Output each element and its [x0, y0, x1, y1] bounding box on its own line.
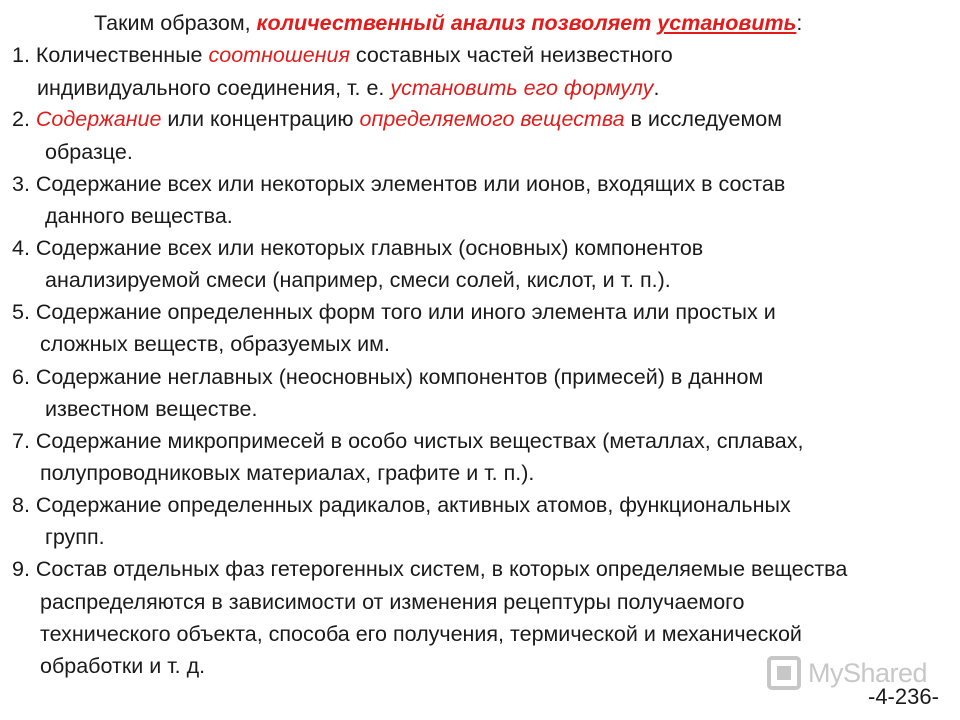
list-item-9-line-2 [40, 589, 744, 615]
highlight: установить его формулу [390, 76, 654, 100]
intro-underlined: установить [657, 11, 797, 35]
text: распределяются в зависимости от изменения рецептуры получаемого [40, 590, 745, 614]
text: 5. Содержание определенных форм того или иного элемента или простых и [12, 300, 776, 324]
list-item-7-line-2 [40, 460, 534, 486]
list-item-8-line-2 [45, 524, 105, 550]
list-item-8-line-1 [12, 492, 791, 518]
list-item-2-line-1 [12, 106, 782, 132]
text: групп. [45, 525, 105, 549]
list-item-4-line-1 [12, 235, 703, 261]
list-item-9-line-3 [40, 621, 802, 647]
highlight: определяемого вещества [359, 107, 625, 131]
list-item-3-line-2 [45, 203, 233, 229]
list-item-9-line-4 [40, 653, 205, 679]
intro-emphasis: количественный анализ позволяет [256, 11, 658, 35]
list-item-1-line-2 [37, 75, 659, 101]
list-item-2-line-2 [45, 139, 133, 165]
text: данного вещества. [45, 204, 233, 228]
list-item-7-line-1 [12, 428, 803, 454]
text: 2. [12, 107, 36, 131]
highlight: Содержание [35, 107, 162, 131]
intro-suffix: : [796, 11, 803, 35]
myshared-logo-icon [766, 655, 802, 691]
text: полупроводниковых материалах, графите и т. п.). [40, 461, 535, 485]
list-item-6-line-2 [45, 396, 257, 422]
text: индивидуального соединения, т. е. [37, 76, 391, 100]
text: обработки и т. д. [40, 654, 206, 678]
list-item-9-line-1 [12, 556, 847, 582]
text: в исследуемом [624, 107, 782, 131]
text: 7. Содержание микропримесей в особо чистых веществах (металлах, сплавах, [12, 429, 804, 453]
text: . [653, 76, 660, 100]
text: 3. Содержание всех или некоторых элементов или ионов, входящих в состав [12, 172, 786, 196]
text: составных частей неизвестного [349, 43, 673, 67]
text: 9. Состав отдельных фаз гетерогенных систем, в которых определяемые вещества [12, 557, 848, 581]
text: 6. Содержание неглавных (неосновных) компонентов (примесей) в данном [12, 365, 764, 389]
text: 8. Содержание определенных радикалов, активных атомов, функциональных [12, 493, 791, 517]
text: технического объекта, способа его получения, термической и механической [40, 622, 802, 646]
text: сложных веществ, образуемых им. [40, 332, 390, 356]
page-number: -4-236- [868, 684, 939, 709]
list-item-5-line-2 [40, 331, 390, 357]
list-item-6-line-1 [12, 364, 763, 390]
text: 1. Количественные [12, 43, 209, 67]
list-item-4-line-2 [45, 267, 671, 293]
text: анализируемой смеси (например, смеси солей, кислот, и т. п.). [45, 268, 671, 292]
list-item-1-line-1 [12, 42, 673, 68]
text: 4. Содержание всех или некоторых главных (основных) компонентов [12, 236, 704, 260]
list-item-3-line-1 [12, 171, 785, 197]
text: известном веществе. [45, 397, 258, 421]
text: образце. [45, 140, 133, 164]
intro-line [94, 10, 802, 36]
text: или концентрацию [161, 107, 360, 131]
intro-prefix: Таким образом, [94, 11, 257, 35]
list-item-5-line-1 [12, 299, 776, 325]
watermark-text: MyShared [808, 657, 928, 688]
highlight: соотношения [208, 43, 350, 67]
